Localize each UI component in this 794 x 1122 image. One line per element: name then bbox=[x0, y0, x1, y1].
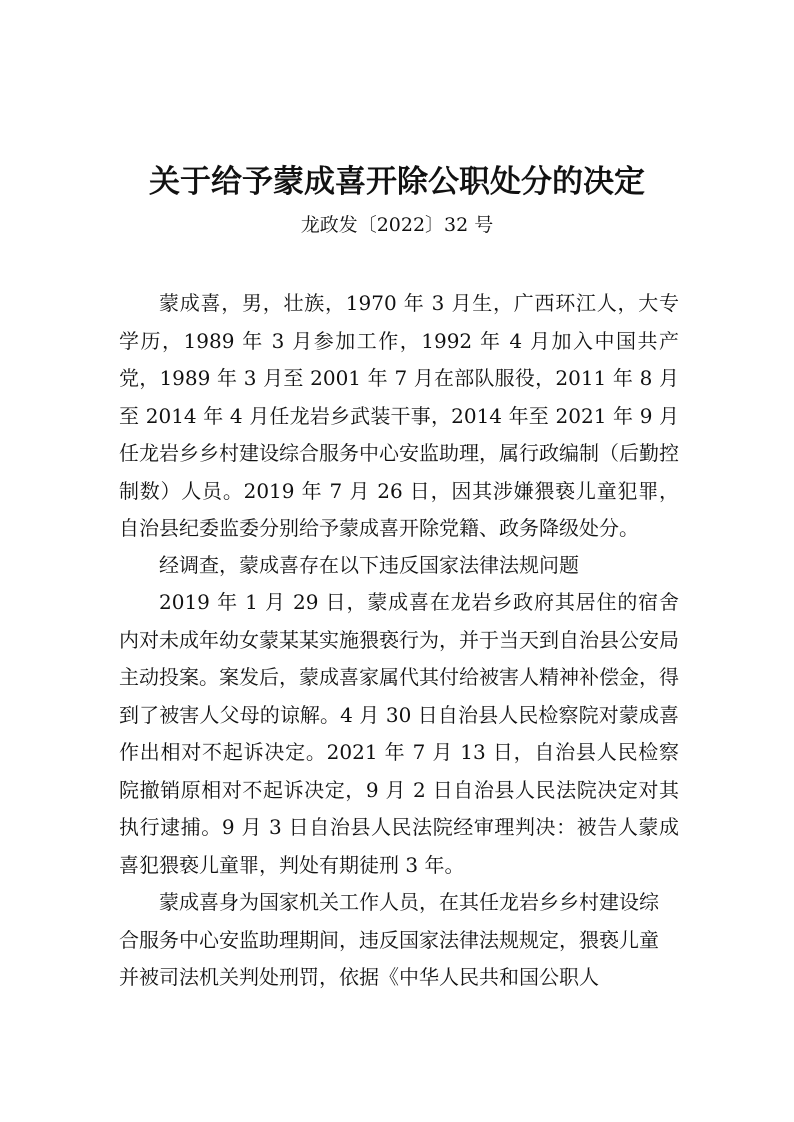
paragraph-background: 蒙成喜，男，壮族，1970 年 3 月生，广西环江人，大专学历，1989 年 3 月参加工作，1992 年 4 月加入中国共产党，1989 年 3 月至 2001 年 7 月在部队服役，2011 年 8 月至 2014 年 4 月任龙岩乡武装干事，2014 年至 2021 年 9 月任龙岩乡乡村建设综合服务中心安监助理，属行政编制（后勤控制数）人员。2019 年 7 月 26 日，因其涉嫌猥亵儿童犯罪，自治县纪委监委分别给予蒙成喜开除党籍、政务降级处分。 bbox=[119, 291, 679, 540]
document-title: 关于给予蒙成喜开除公职处分的决定 bbox=[149, 164, 645, 200]
paragraph-case-facts: 2019 年 1 月 29 日，蒙成喜在龙岩乡政府其居住的宿舍内对未成年幼女蒙某某实施猥亵行为，并于当天到自治县公安局主动投案。案发后，蒙成喜家属代其付给被害人精神补偿金，得到了被害人父母的谅解。4 月 30 日自治县人民检察院对蒙成喜作出相对不起诉决定。2021 年 7 月 13 日，自治县人民检察院撤销原相对不起诉决定，9 月 2 日自治县人民法院决定对其执行逮捕。9 月 3 日自治县人民法院经审理判决：被告人蒙成喜犯猥亵儿童罪，判处有期徒刑 3 年。 bbox=[119, 590, 679, 877]
paragraph-decision-basis: 蒙成喜身为国家机关工作人员，在其任龙岩乡乡村建设综合服务中心安监助理期间，违反国家法律法规规定，猥亵儿童并被司法机关判处刑罚，依据《中华人民共和国公职人 bbox=[119, 890, 659, 989]
document-number: 龙政发〔2022〕32 号 bbox=[300, 214, 494, 236]
paragraph-investigation-intro: 经调查，蒙成喜存在以下违反国家法律法规问题 bbox=[159, 553, 579, 577]
